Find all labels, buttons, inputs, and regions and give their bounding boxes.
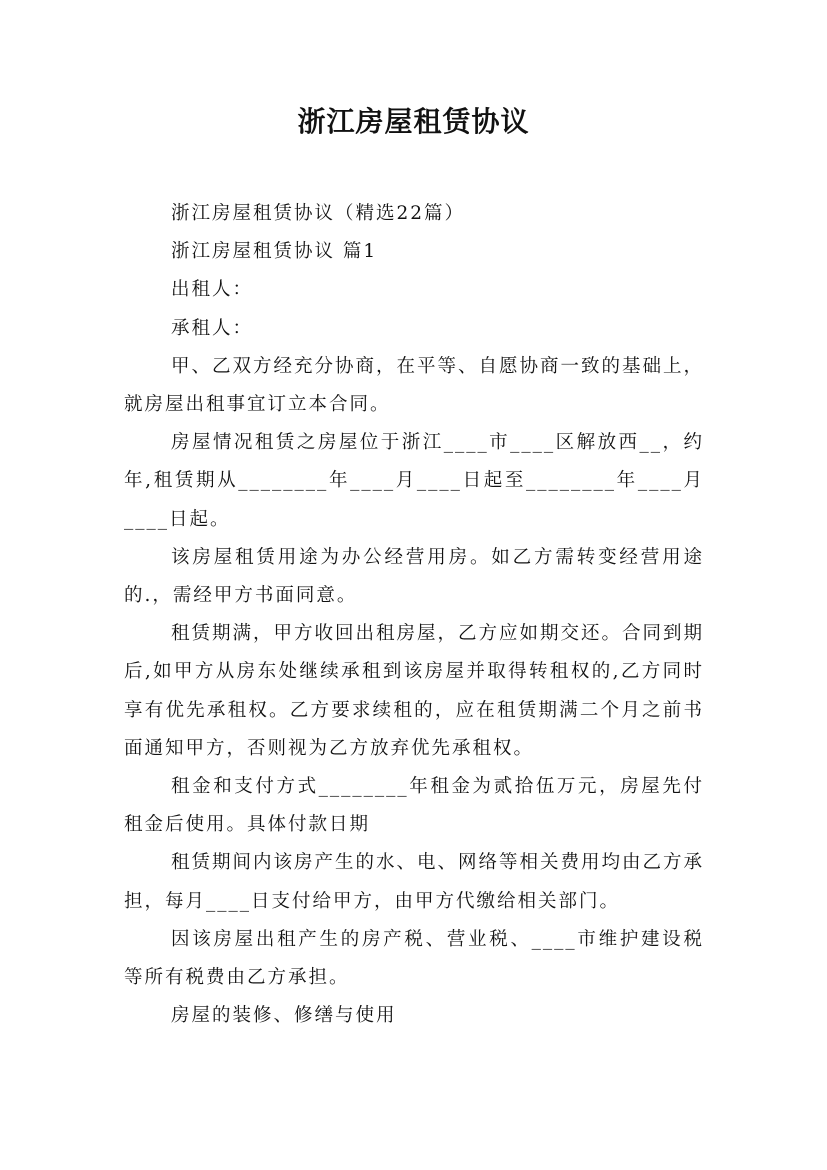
paragraph-utilities: 租赁期间内该房产生的水、电、网络等相关费用均由乙方承担，每月____日支付给甲方，由甲方代缴给相关部门。 (124, 852, 705, 912)
paragraph-subtitle: 浙江房屋租赁协议（精选22篇） (171, 203, 466, 224)
paragraph-lease-expiry: 租赁期满，甲方收回出租房屋，乙方应如期交还。合同到期后,如甲方从房东处继续承租到该房屋并取得转租权的,乙方同时享有优先承租权。乙方要求续租的，应在租赁期满二个月之前书面通知甲方，否则视为乙方放弃优先承租权。 (124, 623, 705, 759)
paragraph-lessor: 出租人： (171, 279, 254, 301)
document-body (124, 195, 704, 1035)
paragraph-usage: 该房屋租赁用途为办公经营用房。如乙方需转变经营用途的.，需经甲方书面同意。 (124, 546, 704, 607)
paragraph-property-info: 房屋情况租赁之房屋位于浙江____市____区解放西__，约年,租赁期从________年____月____日起至________年____月____日起。 (124, 432, 704, 530)
paragraph-lessee: 承租人： (171, 317, 254, 339)
paragraph-preamble: 甲、乙双方经充分协商，在平等、自愿协商一致的基础上，就房屋出租事宜订立本合同。 (124, 355, 705, 416)
paragraph-section-heading: 浙江房屋租赁协议 篇1 (171, 241, 378, 263)
paragraph-taxes: 因该房屋出租产生的房产税、营业税、____市维护建设税等所有税费由乙方承担。 (124, 928, 704, 989)
document-title: 浙江房屋租赁协议 (297, 105, 530, 138)
paragraph-renovation-heading: 房屋的装修、修缮与使用 (171, 1005, 397, 1027)
paragraph-rent-payment: 租金和支付方式________年租金为贰拾伍万元，房屋先付租金后使用。具体付款日期 (124, 776, 704, 836)
